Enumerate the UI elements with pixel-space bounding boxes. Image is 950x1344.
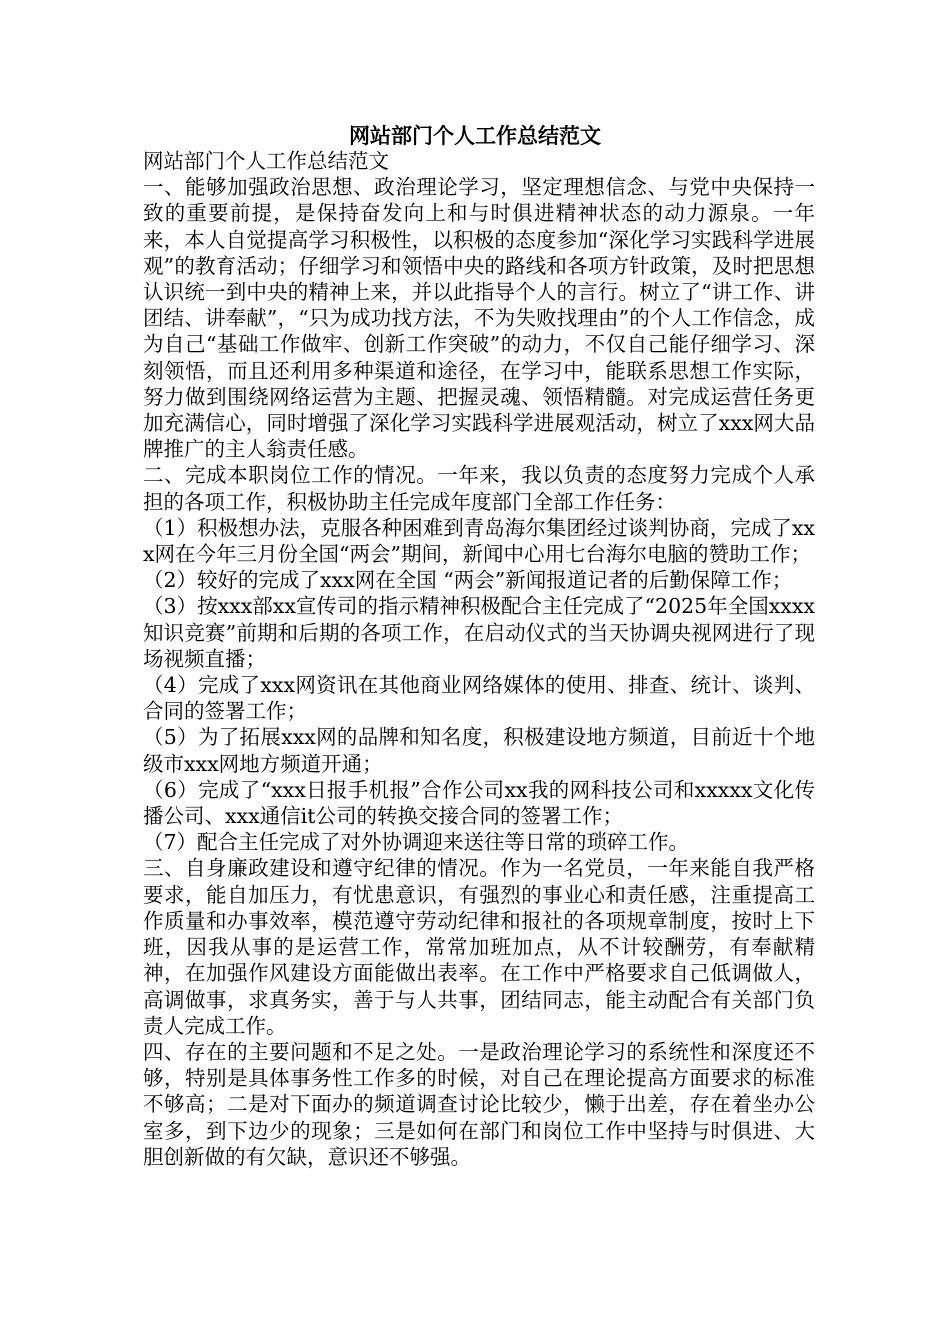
paragraph-item-6: （6）完成了“xxx日报手机报”合作公司xx我的网科技公司和xxxxx文化传播公司、xxx通信it公司的转换交接合同的签署工作； — [143, 777, 815, 829]
document-title: 网站部门个人工作总结范文 — [349, 123, 601, 148]
paragraph-item-1: （1）积极想办法，克服各种困难到青岛海尔集团经过谈判协商，完成了xxx网在今年三月份全国“两会”期间，新闻中心用七台海尔电脑的赞助工作； — [143, 515, 815, 567]
paragraph-section-2: 二、完成本职岗位工作的情况。一年来，我以负责的态度努力完成个人承担的各项工作，积极协助主任完成年度部门全部工作任务： — [143, 463, 815, 514]
paragraph-item-7: （7）配合主任完成了对外协调迎来送往等日常的琐碎工作。 — [143, 830, 690, 855]
paragraph-section-1: 一、能够加强政治思想、政治理论学习，坚定理想信念、与党中央保持一致的重要前提，是保持奋发向上和与时俱进精神状态的动力源泉。一年来，本人自觉提高学习积极性，以积极的态度参加“深化学习实践科学进展观”的教育活动；仔细学习和领悟中央的路线和各项方针政策，及时把思想认识统一到中央的精神上来，并以此指导个人的言行。树立了“讲工作、讲团结、讲奉献”，“只为成功找方法，不为失败找理由”的个人工作信念，成为自己“基础工作做牢、创新工作突破”的动力，不仅自己能仔细学习、深刻领悟，而且还利用多种渠道和途径，在学习中，能联系思想工作实际，努力做到围绕网络运营为主题、把握灵魂、领悟精髓。对完成运营任务更加充满信心，同时增强了深化学习实践科学进展观活动，树立了xxx网大品牌推广的主人翁责任感。 — [143, 175, 815, 462]
paragraph-item-3: （3）按xxx部xx宣传司的指示精神积极配合主任完成了“2025年全国xxxx知识竞赛”前期和后期的各项工作，在启动仪式的当天协调央视网进行了现场视频直播； — [143, 594, 815, 671]
paragraph-item-5: （5）为了拓展xxx网的品牌和知名度，积极建设地方频道，目前近十个地级市xxx网地方频道开通； — [143, 725, 815, 776]
paragraph-section-3: 三、自身廉政建设和遵守纪律的情况。作为一名党员，一年来能自我严格要求，能自加压力，有忧患意识，有强烈的事业心和责任感，注重提高工作质量和办事效率，模范遵守劳动纪律和报社的各项规章制度，按时上下班，因我从事的是运营工作，常常加班加点，从不计较酬劳，有奉献精神，在加强作风建设方面能做出表率。在工作中严格要求自己低调做人，高调做事，求真务实，善于与人共事，团结同志，能主动配合有关部门负责人完成工作。 — [143, 856, 815, 1038]
document-body — [143, 148, 815, 1170]
paragraph-section-4: 四、存在的主要问题和不足之处。一是政治理论学习的系统性和深度还不够，特别是具体事务性工作多的时候，对自己在理论提高方面要求的标准不够高；二是对下面办的频道调查讨论比较少，懒于出差，存在着坐办公室多，到下边少的现象；三是如何在部门和岗位工作中坚持与时俱进、大胆创新做的有欠缺，意识还不够强。 — [143, 1039, 815, 1169]
paragraph-subtitle: 网站部门个人工作总结范文 — [143, 149, 389, 173]
paragraph-item-2: （2）较好的完成了xxx网在全国 “两会”新闻报道记者的后勤保障工作； — [143, 568, 793, 593]
paragraph-item-4: （4）完成了xxx网资讯在其他商业网络媒体的使用、排查、统计、谈判、合同的签署工作； — [143, 673, 815, 724]
